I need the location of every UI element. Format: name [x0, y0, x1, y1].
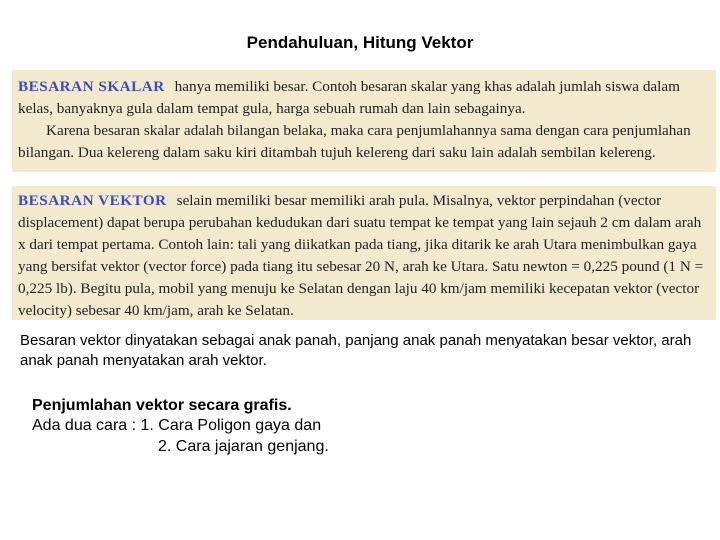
vector-description: Besaran vektor dinyatakan sebagai anak panah, panjang anak panah menyatakan besar vektor, arah anak panah menyatakan arah vektor. [20, 332, 692, 369]
scalar-heading: BESARAN SKALAR [18, 78, 165, 95]
vector-paragraph [18, 190, 708, 322]
scalar-text-1: hanya memiliki besar. Contoh besaran skalar yang khas adalah jumlah siswa dalam kelas, banyaknya gula dalam tempat gula, harga sebuah rumah dan lain sebagainya. [18, 78, 680, 117]
vector-heading: BESARAN VEKTOR [18, 192, 167, 209]
page-title: Pendahuluan, Hitung Vektor [246, 33, 474, 52]
method-line-2: 2. Cara jajaran genjang. [158, 438, 329, 455]
method-line-1: Ada dua cara : 1. Cara Poligon gaya dan [32, 417, 322, 434]
scanned-scalar-excerpt [12, 70, 716, 172]
section-title: Penjumlahan vektor secara grafis. [32, 397, 292, 414]
vector-text: selain memiliki besar memiliki arah pula. Misalnya, vektor perpindahan (vector displacement) dapat berupa perubahan kedudukan dari suatu tempat ke tempat yang lain sejauh 2 cm dalam arah x dari tempat pertama. Contoh lain: tali yang diikatkan pada tiang, jika ditarik ke arah Utara menimbulkan gaya yang bersifat vektor (vector force) pada tiang itu sebesar 20 N, arah ke Utara. Satu newton = 0,225 pound (1 N = 0,225 lb). Begitu pula, mobil yang menuju ke Selatan dengan laju 40 km/jam memiliki kecepatan vektor (vector velocity) sebesar 40 km/jam, arah ke Selatan. [18, 192, 704, 319]
scanned-vector-excerpt [12, 186, 716, 320]
scalar-paragraph [18, 76, 708, 120]
scalar-text-2: Karena besaran skalar adalah bilangan belaka, maka cara penjumlahannya sama dengan cara penjumlahan bilangan. Dua kelereng dalam saku kiri ditambah tujuh kelereng dari saku lain adalah sembilan kelereng. [18, 122, 691, 161]
